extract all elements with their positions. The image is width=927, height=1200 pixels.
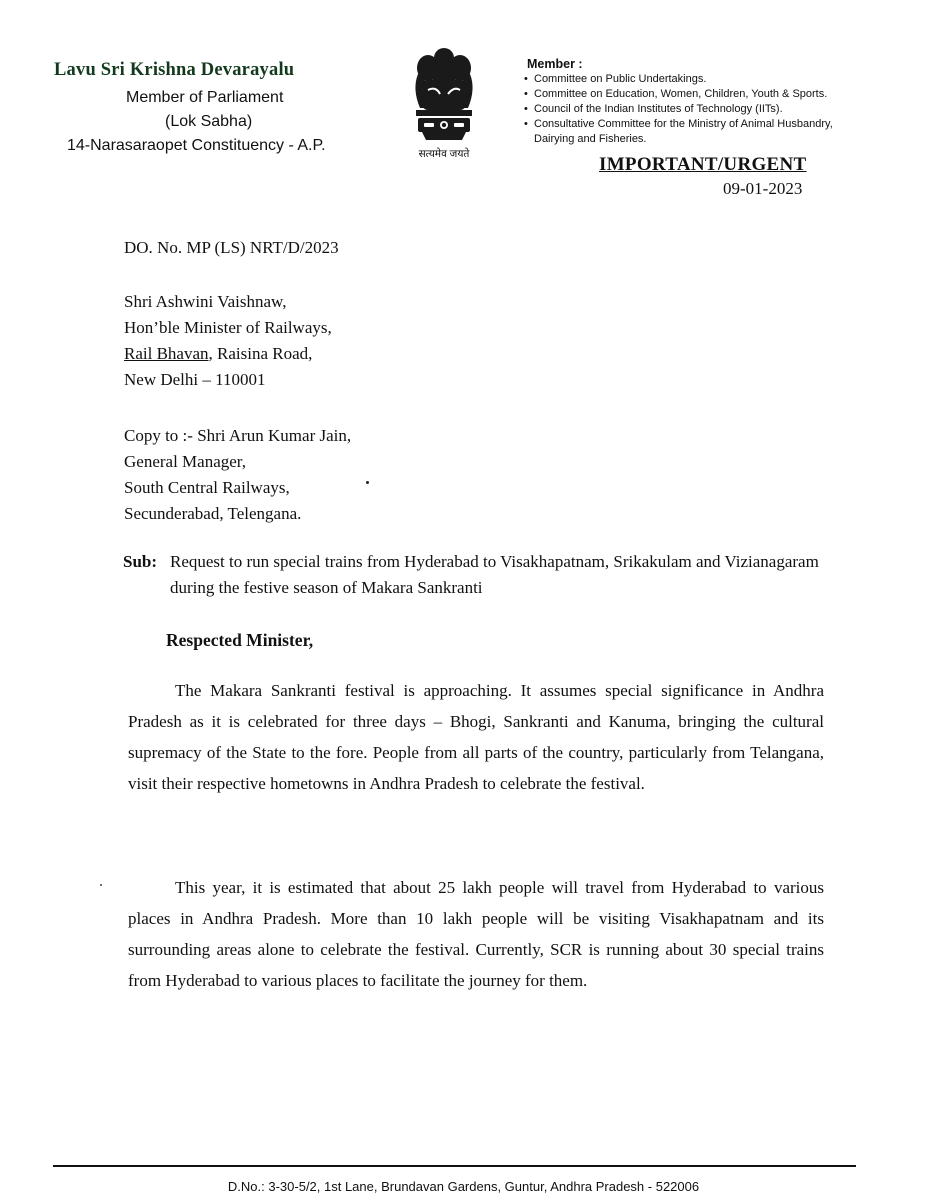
mp-house: (Lok Sabha) bbox=[165, 113, 253, 130]
member-label: Member : bbox=[527, 57, 583, 71]
recipient-building: Rail Bhavan bbox=[124, 344, 209, 363]
subject-text: Request to run special trains from Hyderabad to Visakhapatnam, Srikakulam and Vizianagaram during the festive season of Makara Sankranti bbox=[170, 552, 819, 597]
committee-item: • Consultative Committee for the Ministry of Animal Husbandry, Dairying and Fisheries. bbox=[524, 117, 834, 147]
mp-constituency: 14-Narasaraopet Constituency - A.P. bbox=[67, 137, 326, 154]
ink-speck bbox=[366, 481, 369, 484]
recipient-designation: Hon’ble Minister of Railways, bbox=[124, 318, 332, 337]
copy-to-line: General Manager, bbox=[124, 452, 247, 471]
committee-item: • Committee on Public Undertakings. bbox=[524, 72, 904, 87]
paragraph bbox=[128, 675, 824, 799]
priority-label: IMPORTANT/URGENT bbox=[599, 154, 807, 175]
letter-date: 09-01-2023 bbox=[723, 179, 803, 198]
copy-to-address bbox=[124, 423, 351, 527]
copy-to-line: Secunderabad, Telengana. bbox=[124, 504, 302, 523]
copy-to-line: Copy to :- Shri Arun Kumar Jain, bbox=[124, 426, 352, 445]
reference-number: DO. No. MP (LS) NRT/D/2023 bbox=[124, 238, 339, 257]
paragraph bbox=[128, 872, 824, 996]
recipient-city: New Delhi – 110001 bbox=[124, 370, 266, 389]
paragraph-text: The Makara Sankranti festival is approaching. It assumes special significance in Andhra Pradesh as it is celebrated for three days – Bhogi, Sankranti and Kanuma, bringing the cultural supremacy of the State to the fore. People from all parts of the country, particularly from Telangana, visit their respective hometowns in Andhra Pradesh to celebrate the festival. bbox=[128, 681, 824, 793]
mp-role: Member of Parliament bbox=[126, 89, 284, 106]
recipient-address bbox=[124, 289, 332, 393]
copy-to-line: South Central Railways, bbox=[124, 478, 290, 497]
footer-address: D.No.: 3-30-5/2, 1st Lane, Brundavan Gardens, Guntur, Andhra Pradesh - 522006 bbox=[227, 1179, 700, 1194]
salutation: Respected Minister, bbox=[166, 630, 314, 650]
committee-item: • Council of the Indian Institutes of Technology (IITs). bbox=[524, 102, 904, 117]
recipient-street: , Raisina Road, bbox=[208, 344, 313, 363]
subject-label: Sub: bbox=[123, 552, 158, 571]
mp-name: Lavu Sri Krishna Devarayalu bbox=[54, 60, 295, 80]
recipient-street-line bbox=[124, 341, 332, 367]
emblem-motto: सत्यमेव जयते bbox=[418, 149, 470, 160]
ink-speck bbox=[100, 884, 102, 886]
footer-divider bbox=[53, 1165, 856, 1167]
committee-item: • Committee on Education, Women, Children, Youth & Sports. bbox=[524, 87, 904, 102]
recipient-name: Shri Ashwini Vaishnaw, bbox=[124, 292, 287, 311]
paragraph-text: This year, it is estimated that about 25 lakh people will travel from Hyderabad to various places in Andhra Pradesh. More than 10 lakh people will be visiting Visakhapatnam and its surrounding areas alone to celebrate the festival. Currently, SCR is running about 30 special trains from Hyderabad to various places to facilitate the journey for them. bbox=[128, 878, 824, 990]
committee-list bbox=[524, 72, 904, 147]
